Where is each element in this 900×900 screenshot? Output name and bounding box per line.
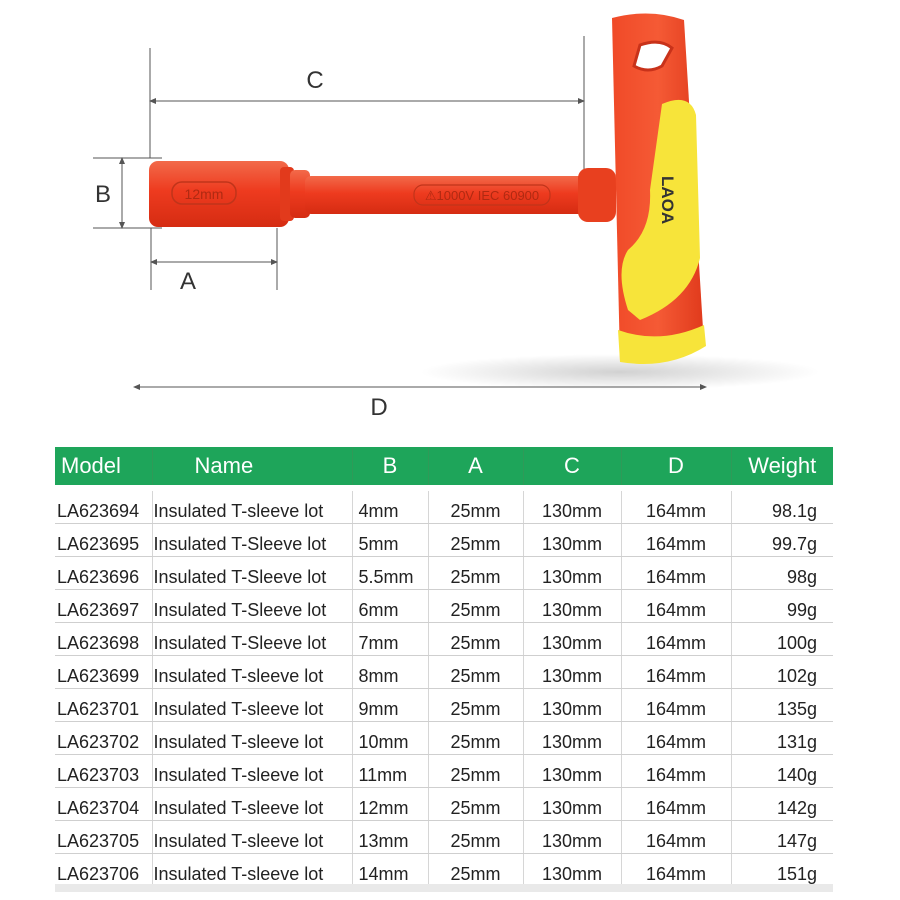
header-b: B <box>352 447 428 488</box>
cell-name: Insulated T-sleeve lot <box>152 488 352 524</box>
cell-d: 164mm <box>621 557 731 590</box>
cell-name: Insulated T-sleeve lot <box>152 821 352 854</box>
cell-b: 4mm <box>352 488 428 524</box>
cell-name: Insulated T-Sleeve lot <box>152 590 352 623</box>
table-body <box>55 488 833 887</box>
cell-b: 7mm <box>352 623 428 656</box>
cell-a: 25mm <box>428 488 523 524</box>
cell-b: 13mm <box>352 821 428 854</box>
cell-d: 164mm <box>621 623 731 656</box>
cell-c: 130mm <box>523 722 621 755</box>
cell-c: 130mm <box>523 590 621 623</box>
cell-model: LA623697 <box>55 590 152 623</box>
cell-d: 164mm <box>621 821 731 854</box>
table-row <box>55 623 833 656</box>
cell-d: 164mm <box>621 788 731 821</box>
cell-d: 164mm <box>621 722 731 755</box>
cell-model: LA623702 <box>55 722 152 755</box>
cell-model: LA623703 <box>55 755 152 788</box>
table-row <box>55 722 833 755</box>
cell-weight: 131g <box>731 722 833 755</box>
table-row <box>55 656 833 689</box>
table-row <box>55 788 833 821</box>
dimension-d <box>136 387 704 421</box>
cell-weight: 142g <box>731 788 833 821</box>
t-socket-wrench <box>149 13 706 364</box>
brand-logo: LAOA <box>658 176 677 225</box>
cell-b: 14mm <box>352 854 428 887</box>
cell-name: Insulated T-sleeve lot <box>152 689 352 722</box>
cell-b: 8mm <box>352 656 428 689</box>
cell-b: 5mm <box>352 524 428 557</box>
table-row <box>55 488 833 524</box>
cell-weight: 100g <box>731 623 833 656</box>
table-row <box>55 755 833 788</box>
cell-weight: 140g <box>731 755 833 788</box>
cell-weight: 99.7g <box>731 524 833 557</box>
table-footer-bar <box>55 884 833 892</box>
cell-name: Insulated T-sleeve lot <box>152 755 352 788</box>
header-c: C <box>523 447 621 488</box>
cell-model: LA623705 <box>55 821 152 854</box>
cell-model: LA623704 <box>55 788 152 821</box>
cell-b: 10mm <box>352 722 428 755</box>
dimension-b-label: B <box>94 181 112 208</box>
cell-a: 25mm <box>428 656 523 689</box>
dimension-c-label: C <box>306 67 324 94</box>
cell-d: 164mm <box>621 524 731 557</box>
cell-a: 25mm <box>428 722 523 755</box>
dimension-a <box>151 228 277 295</box>
table-header-row <box>55 447 833 488</box>
cell-name: Insulated T-Sleeve lot <box>152 524 352 557</box>
cell-c: 130mm <box>523 788 621 821</box>
cell-a: 25mm <box>428 590 523 623</box>
cell-c: 130mm <box>523 689 621 722</box>
cell-a: 25mm <box>428 623 523 656</box>
cell-a: 25mm <box>428 557 523 590</box>
specification-table <box>55 447 833 887</box>
cell-name: Insulated T-sleeve lot <box>152 854 352 887</box>
cell-c: 130mm <box>523 557 621 590</box>
table-row <box>55 557 833 590</box>
cell-c: 130mm <box>523 488 621 524</box>
cell-weight: 135g <box>731 689 833 722</box>
cell-weight: 151g <box>731 854 833 887</box>
table-row <box>55 854 833 887</box>
cell-b: 5.5mm <box>352 557 428 590</box>
cell-c: 130mm <box>523 854 621 887</box>
cell-weight: 147g <box>731 821 833 854</box>
dimension-d-label: D <box>370 394 388 421</box>
cell-model: LA623698 <box>55 623 152 656</box>
cell-name: Insulated T-Sleeve lot <box>152 557 352 590</box>
t-handle-grip <box>612 13 706 364</box>
header-d: D <box>621 447 731 488</box>
cell-c: 130mm <box>523 524 621 557</box>
cell-name: Insulated T-sleeve lot <box>152 656 352 689</box>
cell-a: 25mm <box>428 821 523 854</box>
socket-size-marking: 12mm <box>184 186 224 202</box>
cell-model: LA623699 <box>55 656 152 689</box>
cell-weight: 102g <box>731 656 833 689</box>
cell-model: LA623701 <box>55 689 152 722</box>
header-model: Model <box>55 447 152 488</box>
cell-c: 130mm <box>523 623 621 656</box>
table-row <box>55 524 833 557</box>
cell-b: 12mm <box>352 788 428 821</box>
cell-a: 25mm <box>428 689 523 722</box>
cell-model: LA623696 <box>55 557 152 590</box>
cell-c: 130mm <box>523 821 621 854</box>
table-row <box>55 689 833 722</box>
header-a: A <box>428 447 523 488</box>
cell-name: Insulated T-sleeve lot <box>152 722 352 755</box>
dimension-a-label: A <box>179 268 197 295</box>
shaft-voltage-marking: ⚠1000V IEC 60900 <box>424 188 540 203</box>
cell-d: 164mm <box>621 689 731 722</box>
header-weight: Weight <box>731 447 833 488</box>
cell-model: LA623706 <box>55 854 152 887</box>
cell-weight: 98g <box>731 557 833 590</box>
cell-d: 164mm <box>621 590 731 623</box>
tool-dimension-diagram <box>0 0 900 440</box>
cell-d: 164mm <box>621 755 731 788</box>
cell-a: 25mm <box>428 788 523 821</box>
cell-b: 11mm <box>352 755 428 788</box>
cell-a: 25mm <box>428 854 523 887</box>
cell-model: LA623695 <box>55 524 152 557</box>
header-name: Name <box>152 447 352 488</box>
cell-a: 25mm <box>428 755 523 788</box>
cell-weight: 99g <box>731 590 833 623</box>
cell-weight: 98.1g <box>731 488 833 524</box>
cell-d: 164mm <box>621 854 731 887</box>
cell-model: LA623694 <box>55 488 152 524</box>
cell-b: 6mm <box>352 590 428 623</box>
cell-c: 130mm <box>523 755 621 788</box>
cell-a: 25mm <box>428 524 523 557</box>
cell-name: Insulated T-sleeve lot <box>152 788 352 821</box>
cell-name: Insulated T-Sleeve lot <box>152 623 352 656</box>
table-row <box>55 821 833 854</box>
cell-c: 130mm <box>523 656 621 689</box>
cell-d: 164mm <box>621 656 731 689</box>
table-row <box>55 590 833 623</box>
cell-d: 164mm <box>621 488 731 524</box>
cell-b: 9mm <box>352 689 428 722</box>
